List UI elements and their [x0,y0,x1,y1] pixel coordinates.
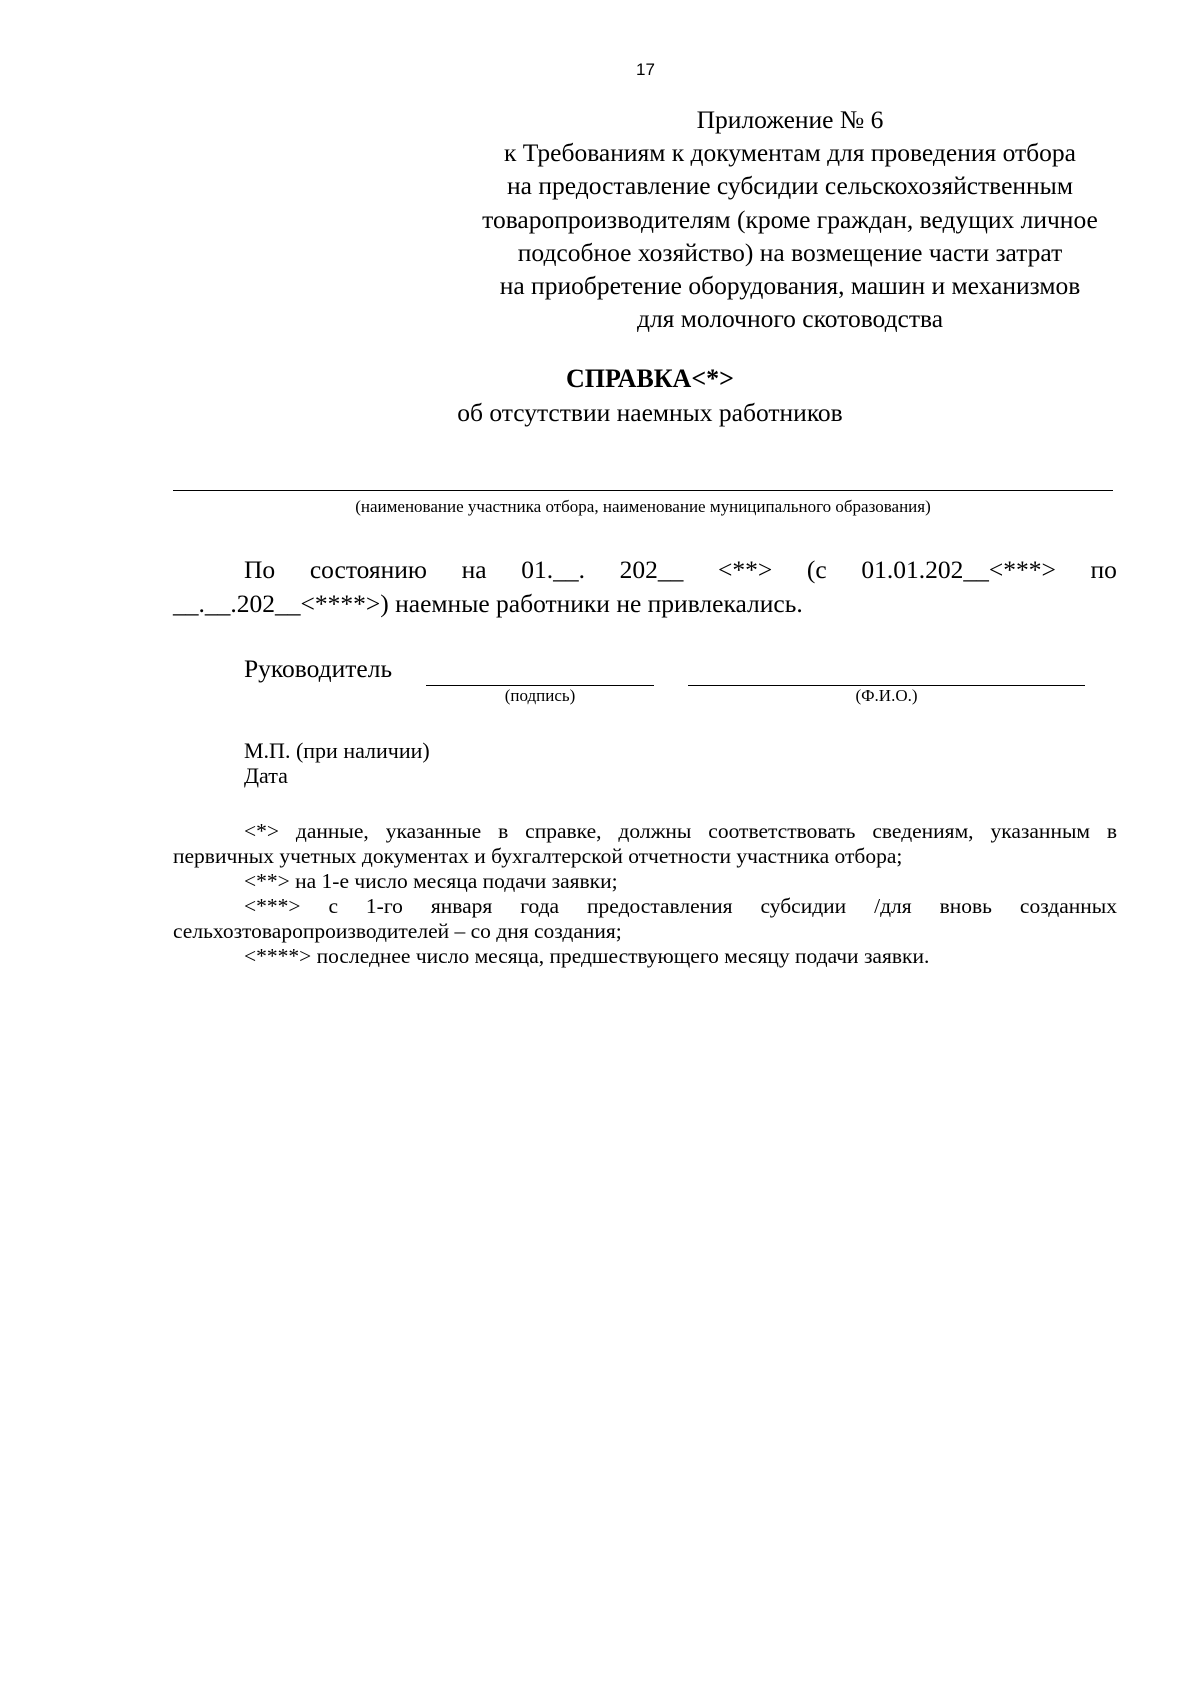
footnote-line: сельхозтоваропроизводителей – со дня создания; [173,919,622,943]
body-word: на [461,555,487,584]
body-word: состоянию [309,555,427,584]
participant-name-line [173,490,1113,491]
body-word: 01.__. [521,555,585,584]
footnote-line: первичных учетных документах и бухгалтерской отчетности участника отбора; [173,844,903,868]
body-word: (с [806,555,827,584]
body-word: 01.01.202__<***> [861,555,1056,584]
footnote-line: <***> с 1-го января года предоставления субсидии /для вновь созданных [244,894,1117,918]
appendix-line: для молочного скотоводства [636,304,944,334]
body-text-line [244,555,1117,585]
footnote-line: <*> данные, указанные в справке, должны соответствовать сведениям, указанным в [244,819,1118,843]
appendix-line: товаропроизводителям (кроме граждан, ведущих личное [482,204,1098,234]
document-subtitle: об отсутствии наемных работников [457,398,843,427]
footnote-line: <****> последнее число месяца, предшествующего месяцу подачи заявки. [244,944,930,968]
footnote-line: <**> на 1-е число месяца подачи заявки; [244,869,618,893]
body-text-line: __.__.202__<****>) наемные работники не привлекались. [173,589,803,618]
head-label: Руководитель [244,654,393,683]
document-title: СПРАВКА<*> [566,364,734,393]
signature-caption: (подпись) [504,686,576,705]
appendix-header [440,103,1140,335]
participant-name-caption: (наименование участника отбора, наименование муниципального образования) [355,497,931,516]
page-number: 17 [636,60,655,79]
body-word: По [244,555,276,584]
appendix-line: подсобное хозяйство) на возмещение части затрат [517,237,1063,267]
appendix-line: к Требованиям к документам для проведения отбора [504,138,1076,168]
fio-caption: (Ф.И.О.) [855,686,918,705]
date-label: Дата [244,763,288,788]
stamp-label: М.П. (при наличии) [244,738,430,763]
appendix-line: на предоставление субсидии сельскохозяйственным [507,171,1073,201]
body-word: <**> [718,555,773,584]
appendix-line: Приложение № 6 [696,105,884,134]
body-word: по [1090,555,1117,584]
body-word: 202__ [619,555,684,584]
appendix-line: на приобретение оборудования, машин и механизмов [499,271,1081,301]
